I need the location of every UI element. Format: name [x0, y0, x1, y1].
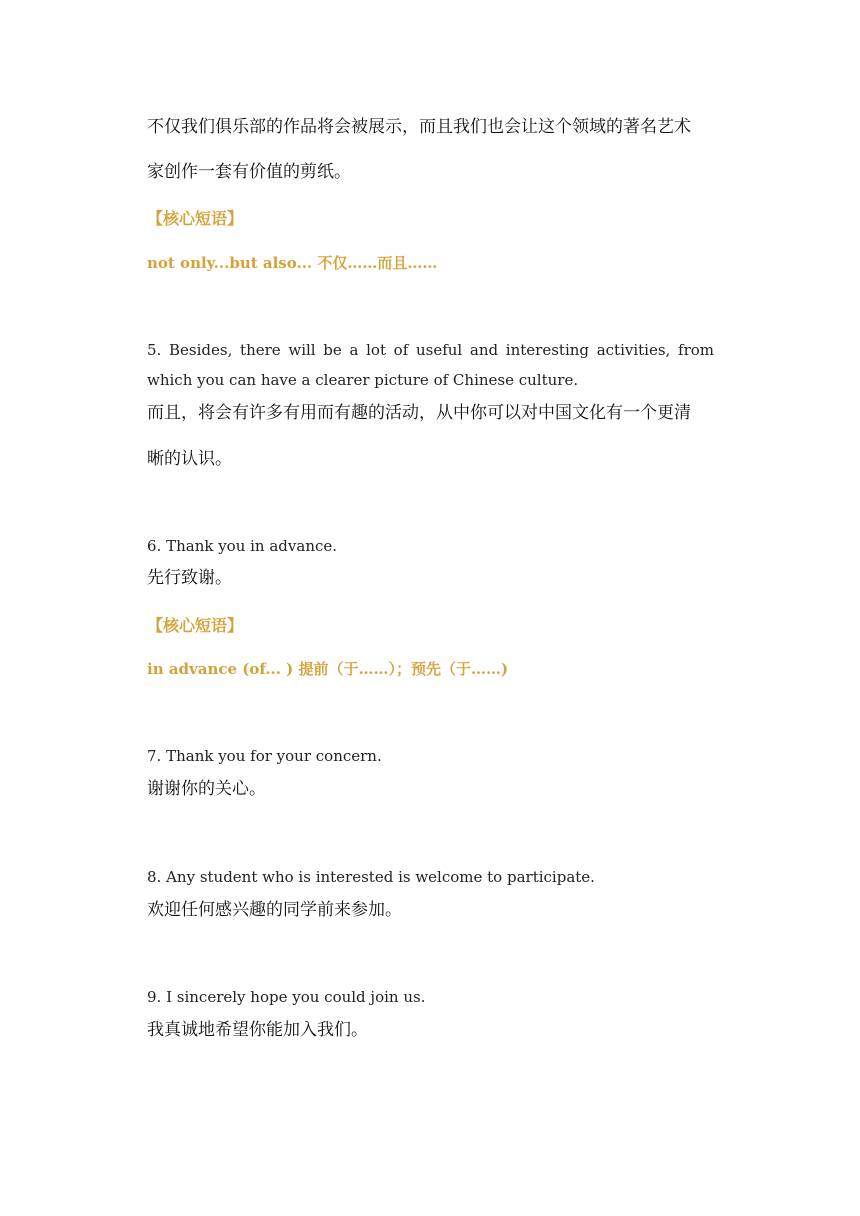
sentence-8-en: 8. Any student who is interested is welcome to participate. [147, 868, 595, 886]
zh-paragraph-line-1: 不仅我们俱乐部的作品将会被展示，而且我们也会让这个领域的著名艺术 [147, 117, 691, 137]
sentence-9-en: 9. I sincerely hope you could join us. [147, 988, 426, 1006]
key-phrase-heading: 【核心短语】 [147, 209, 244, 228]
sentence-8-zh: 欢迎任何感兴趣的同学前来参加。 [147, 900, 402, 920]
key-phrase: not only...but also... 不仅……而且…… [147, 254, 438, 272]
sentence-9-zh: 我真诚地希望你能加入我们。 [147, 1020, 368, 1040]
key-phrase: in advance (of... ) 提前（于……）；预先（于……) [147, 660, 509, 678]
sentence-7-en: 7. Thank you for your concern. [147, 747, 382, 765]
sentence-5-zh-line-2: 晰的认识。 [147, 449, 232, 469]
sentence-6-zh: 先行致谢。 [147, 568, 232, 588]
sentence-5-en-line-1: 5. Besides, there will be a lot of useful and interesting activities, from [147, 341, 714, 359]
sentence-6-en: 6. Thank you in advance. [147, 537, 338, 555]
sentence-5-zh-line-1: 而且，将会有许多有用而有趣的活动，从中你可以对中国文化有一个更清 [147, 403, 691, 423]
sentence-7-zh: 谢谢你的关心。 [147, 779, 266, 799]
zh-paragraph-line-2: 家创作一套有价值的剪纸。 [147, 162, 351, 182]
key-phrase-heading: 【核心短语】 [147, 616, 244, 635]
sentence-5-en-line-2: which you can have a clearer picture of Chinese culture. [147, 371, 579, 389]
